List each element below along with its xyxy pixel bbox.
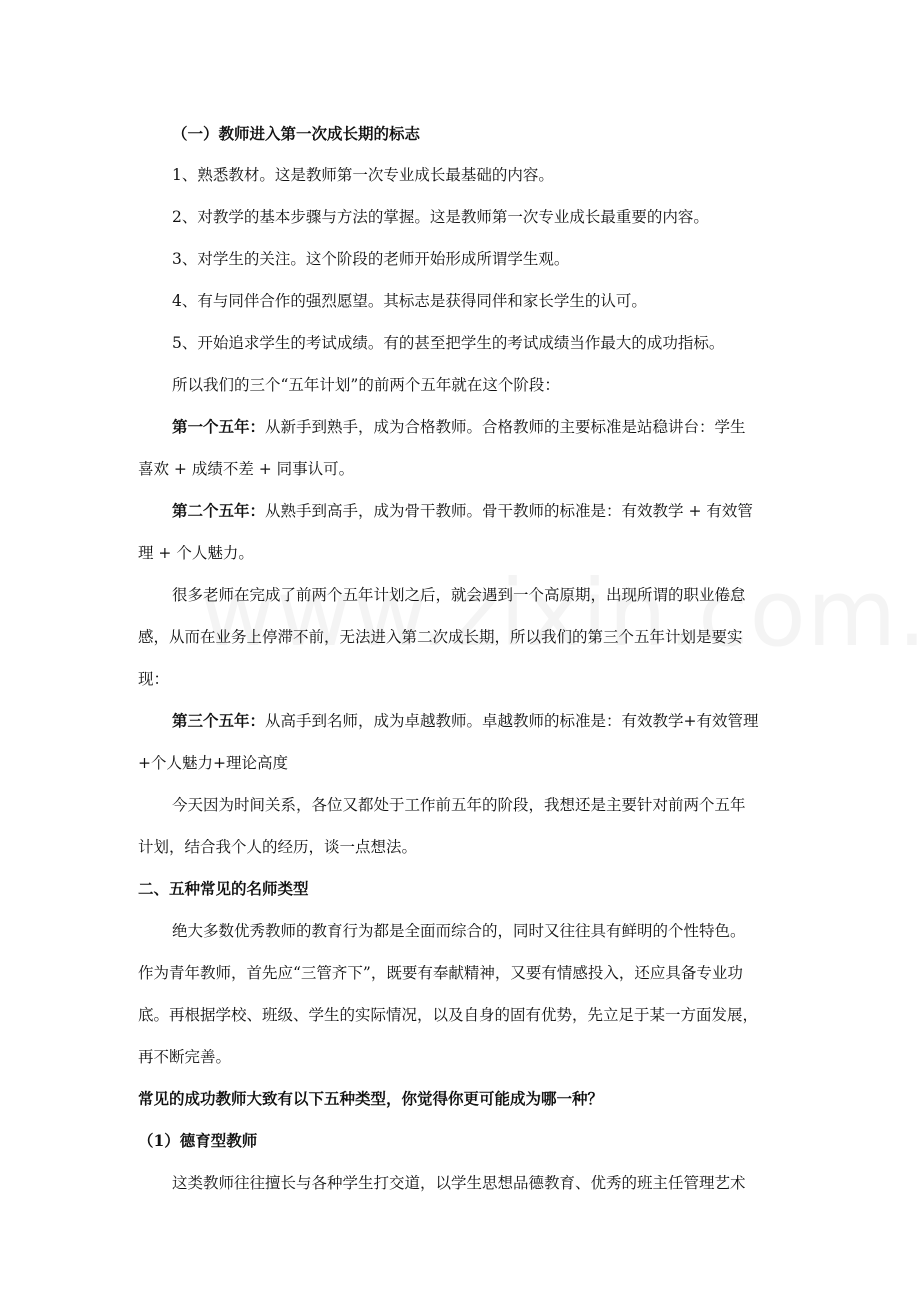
bold-question: 常见的成功教师大致有以下五种类型，你觉得你更可能成为哪一种？ [138,1089,604,1108]
paragraph-text: 从新手到熟手，成为合格教师。合格教师的主要标准是站稳讲台：学生 [265,418,746,436]
paragraph-continuation: 计划，结合我个人的经历，谈一点想法。 [138,838,418,856]
paragraph-continuation: 现： [138,670,170,688]
paragraph-continuation: 理 + 个人魅力。 [138,544,254,562]
paragraph-label: 第三个五年： [172,711,266,730]
labeled-paragraph [172,710,759,732]
paragraph: 5、开始追求学生的考试成绩。有的甚至把学生的考试成绩当作最大的成功指标。 [172,334,725,352]
paragraph: 4、有与同伴合作的强烈愿望。其标志是获得同伴和家长学生的认可。 [172,292,647,310]
paragraph-continuation: 再不断完善。 [138,1048,232,1066]
paragraph: 绝大多数优秀教师的教育行为都是全面而综合的，同时又往往具有鲜明的个性特色。 [172,922,746,940]
paragraph-continuation: 底。再根据学校、班级、学生的实际情况，以及自身的固有优势，先立足于某一方面发展， [138,1006,759,1024]
labeled-paragraph [172,416,746,438]
paragraph: 2、对教学的基本步骤与方法的掌握。这是教师第一次专业成长最重要的内容。 [172,208,709,226]
paragraph-text: 从高手到名师，成为卓越教师。卓越教师的标准是：有效教学+有效管理 [265,712,759,730]
section-heading-1: （一）教师进入第一次成长期的标志 [172,124,421,143]
paragraph: 所以我们的三个“五年计划”的前两个五年就在这个阶段： [172,376,560,394]
paragraph: 这类教师往往擅长与各种学生打交道，以学生思想品德教育、优秀的班主任管理艺术 [172,1174,746,1192]
paragraph: 很多老师在完成了前两个五年计划之后，就会遇到一个高原期，出现所谓的职业倦怠 [172,586,746,604]
paragraph-continuation: 作为青年教师，首先应“三管齐下”，既要有奉献精神，又要有情感投入，还应具备专业功 [138,964,743,982]
paragraph: 1、熟悉教材。这是教师第一次专业成长最基础的内容。 [172,166,554,184]
paragraph-continuation: 感，从而在业务上停滞不前，无法进入第二次成长期，所以我们的第三个五年计划是要实 [138,628,743,646]
paragraph: 3、对学生的关注。这个阶段的老师开始形成所谓学生观。 [172,250,570,268]
paragraph: 今天因为时间关系，各位又都处于工作前五年的阶段，我想还是主要针对前两个五年 [172,796,746,814]
labeled-paragraph [172,500,753,522]
paragraph-continuation: +个人魅力+理论高度 [138,754,288,772]
subheading: （1）德育型教师 [138,1131,258,1150]
section-heading-2: 二、五种常见的名师类型 [138,879,309,898]
paragraph-text: 从熟手到高手，成为骨干教师。骨干教师的标准是：有效教学 + 有效管 [265,502,753,520]
paragraph-continuation: 喜欢 + 成绩不差 + 同事认可。 [138,460,355,478]
paragraph-label: 第二个五年： [172,501,266,520]
paragraph-label: 第一个五年： [172,417,266,436]
watermark [200,560,720,667]
